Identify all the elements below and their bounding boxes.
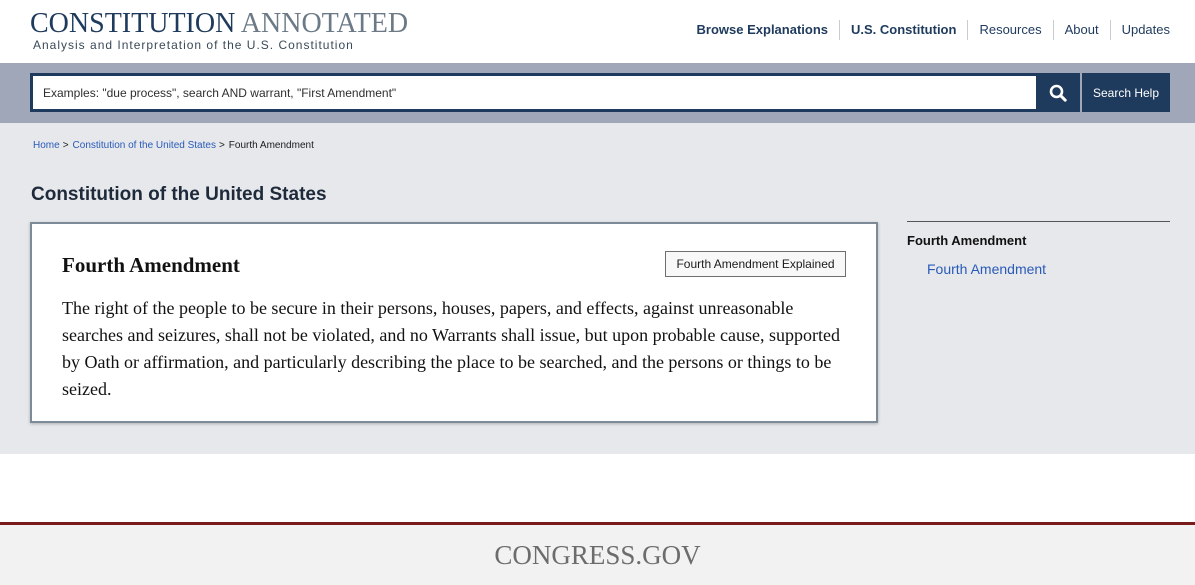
congress-gov-logo[interactable]: CONGRESS.GOV (494, 540, 701, 570)
nav-browse-explanations[interactable]: Browse Explanations (696, 22, 829, 37)
page-title: Constitution of the United States (31, 184, 327, 205)
nav-resources[interactable]: Resources (967, 20, 1052, 40)
main-content (0, 123, 1195, 454)
top-nav (686, 20, 1181, 40)
logo-title-light: ANNOTATED (240, 8, 409, 39)
search-button[interactable] (1036, 73, 1080, 112)
amendment-text: The right of the people to be secure in their persons, houses, papers, and effects, against unreasonable searches and seizures, shall not be violated, and no Warrants shall issue, but upon probable cause, supported by Oath or affirmation, and particularly describing the place to be searched, and the persons or things to be seized. (62, 298, 841, 399)
amendment-explained-button[interactable]: Fourth Amendment Explained (665, 251, 846, 277)
site-header (0, 0, 1195, 63)
search-input[interactable] (30, 73, 1036, 112)
site-logo[interactable] (30, 10, 408, 52)
breadcrumb (33, 140, 314, 151)
amendment-card (30, 222, 878, 423)
search-band (0, 63, 1195, 123)
breadcrumb-home[interactable]: Home (33, 140, 60, 151)
breadcrumb-current: Fourth Amendment (228, 140, 314, 151)
logo-title-dark: CONSTITUTION (30, 8, 236, 39)
nav-about[interactable]: About (1053, 20, 1110, 40)
nav-us-constitution[interactable]: U.S. Constitution (839, 20, 967, 40)
sidebar-link-fourth-amendment[interactable]: Fourth Amendment (927, 261, 1047, 277)
sidebar-heading: Fourth Amendment (907, 233, 1027, 248)
search-help-button[interactable]: Search Help (1082, 73, 1170, 112)
logo-subtitle: Analysis and Interpretation of the U.S. Constitution (33, 38, 354, 52)
site-footer (0, 522, 1195, 585)
magnifier-icon (1049, 84, 1067, 102)
breadcrumb-separator: > (218, 140, 225, 151)
breadcrumb-separator: > (62, 140, 69, 151)
nav-updates[interactable]: Updates (1110, 20, 1181, 40)
logo-title (30, 10, 408, 38)
breadcrumb-constitution[interactable]: Constitution of the United States (72, 140, 216, 151)
amendment-title: Fourth Amendment (62, 253, 240, 277)
sidebar (907, 221, 1170, 277)
